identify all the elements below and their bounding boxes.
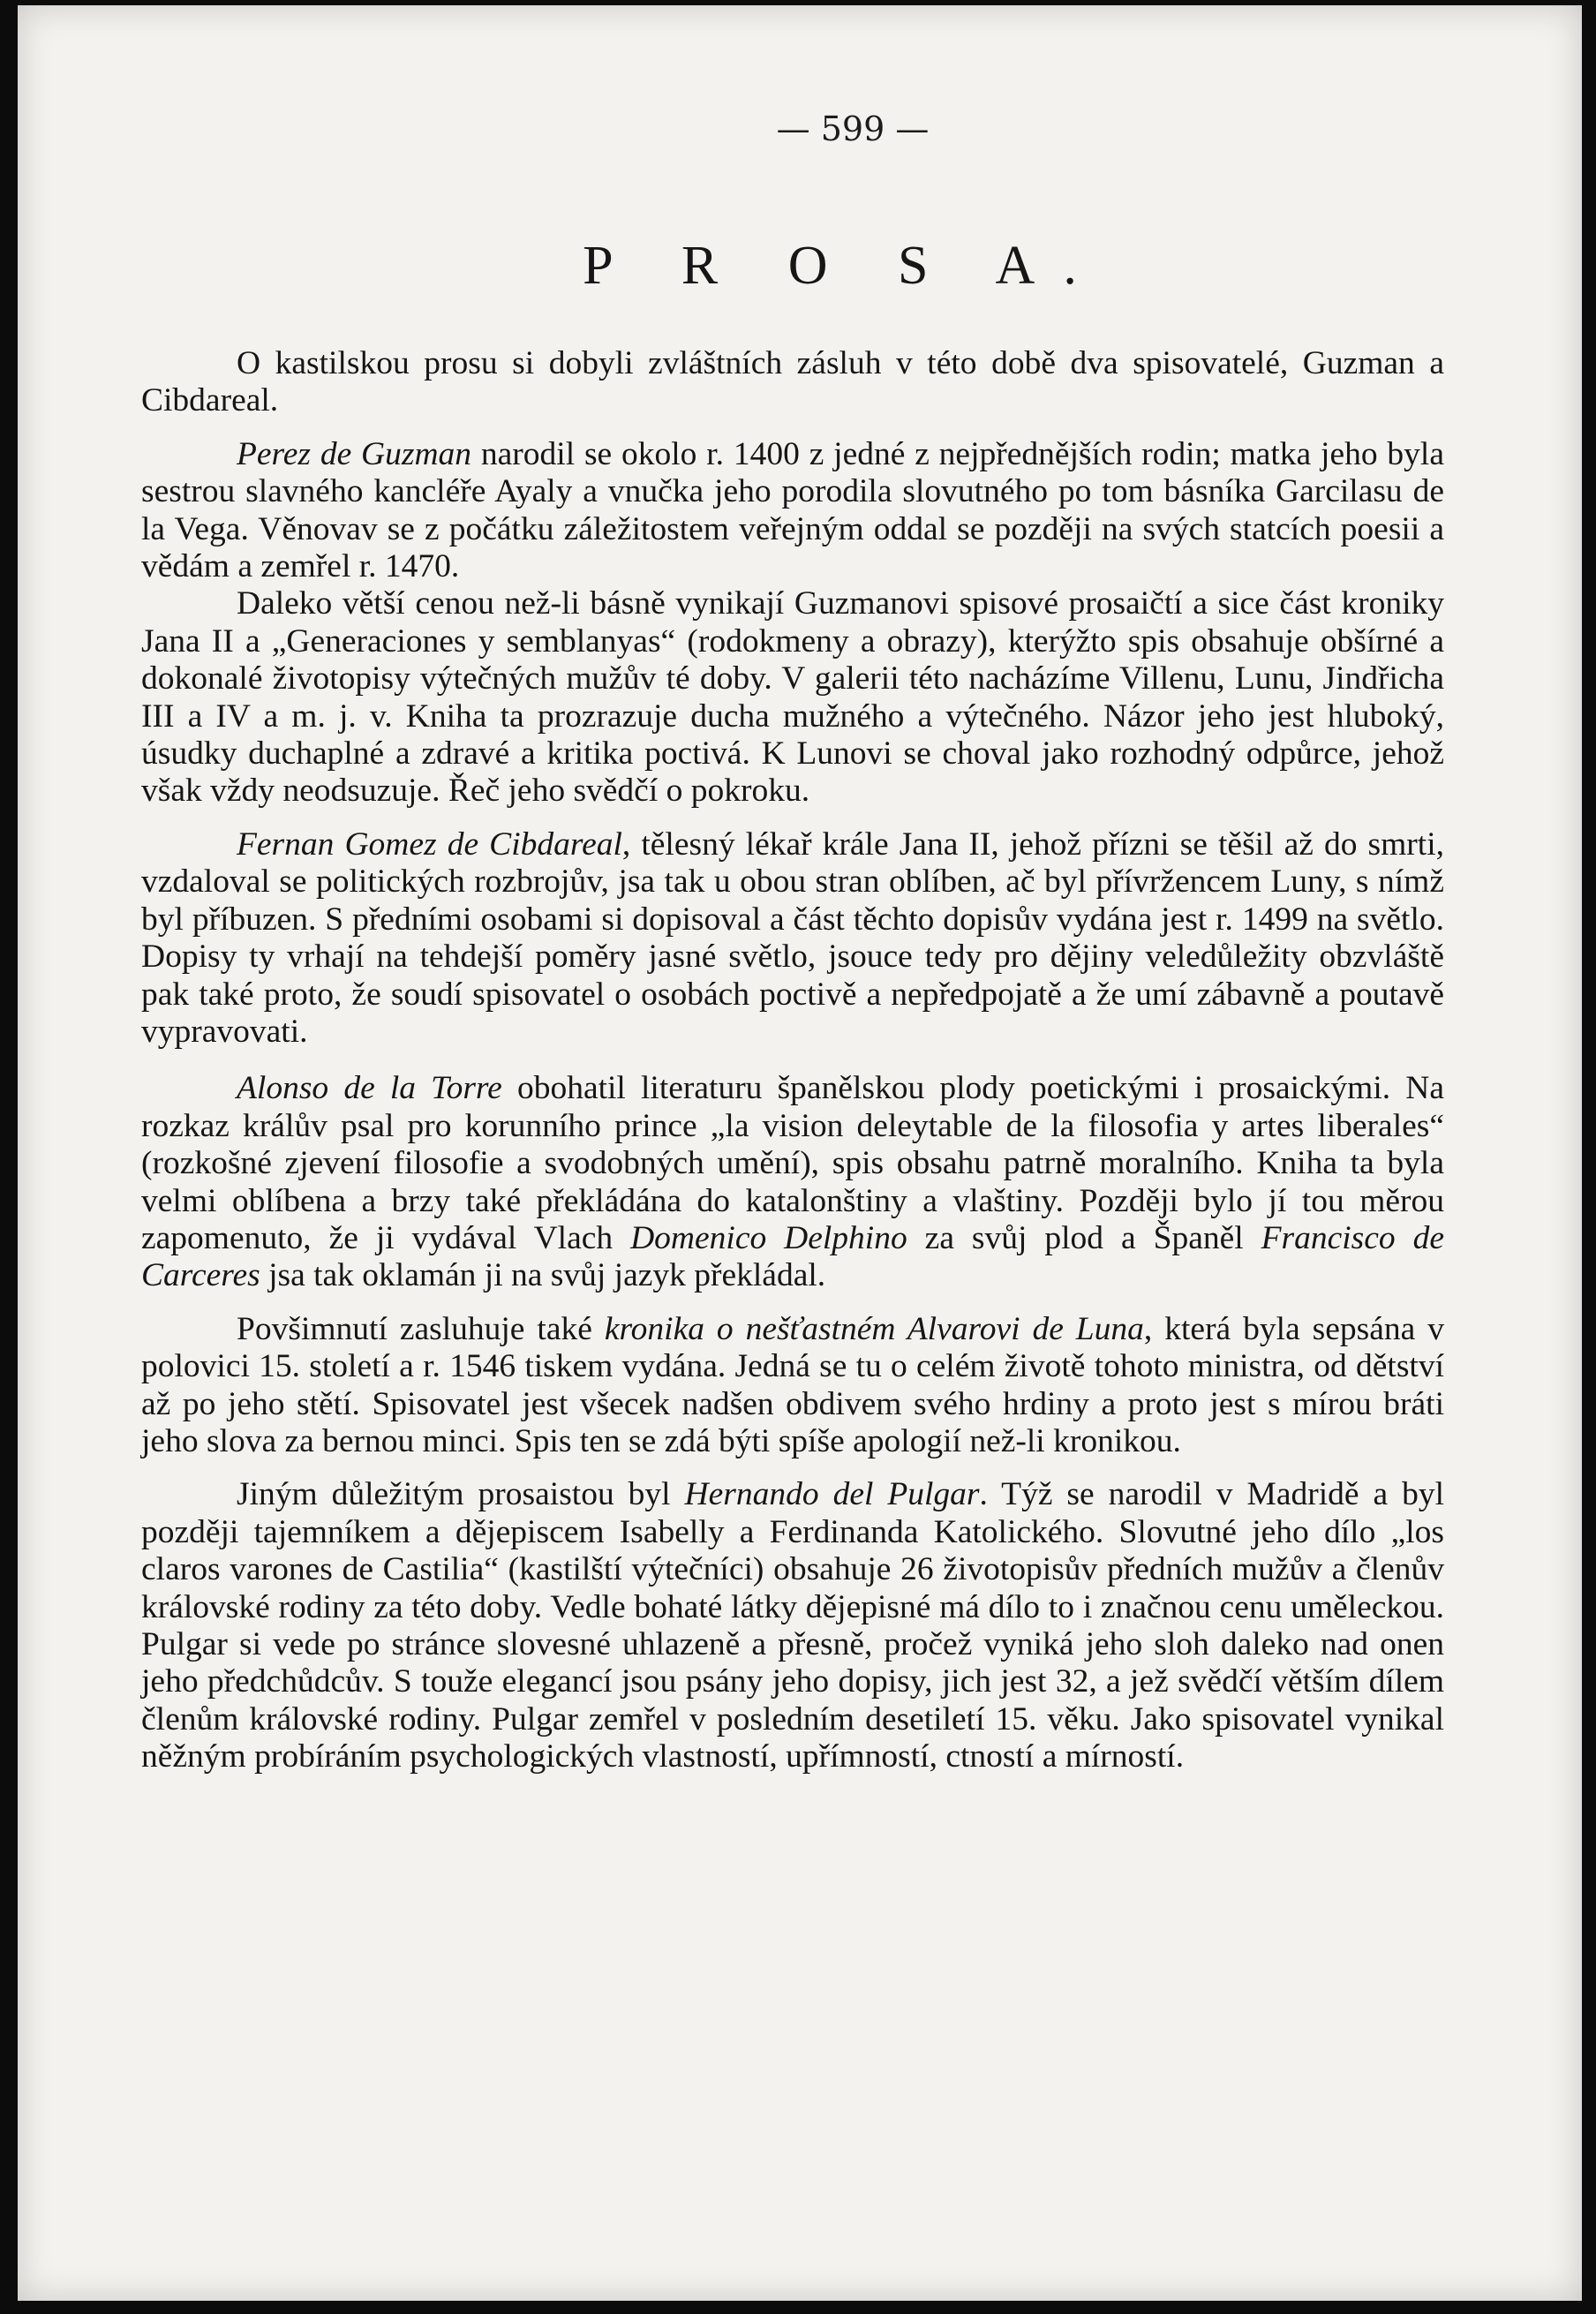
paragraph-torre	[141, 1070, 1444, 1294]
paragraph-text: . Týž se narodil v Madridě a byl později tajemníkem a dějepiscem Isabelly a Ferdinanda Katolického. Slovutné jeho dílo „los claros varones de Castilia“ (kastilští výtečníci) obsahuje 26 životopisův předních mužův a členův královské rodiny za této doby. Vedle bohaté látky dějepisné má dílo to i značnou cenu uměleckou. Pulgar si vede po stránce slovesné uhlazeně a přesně, pročež vyniká jeho sloh daleko nad onen jeho předchůdcův. S touže elegancí jsou psány jeho dopisy, jich jest 32, a jež svědčí větším dílem členům královské rodiny. Pulgar zemřel v posledním desetiletí 15. věku. Jako spisovatel vynikal něžným probíráním psychologických vlastností, upřímností, ctností a mírností.	[141, 1476, 1444, 1775]
paragraph-guzman-2	[141, 585, 1444, 810]
paragraph-text: obohatil literaturu španělskou plody poetickými i prosaickými. Na rozkaz králův psal pro korunního prince „la vision deleytable de la filosofia y artes liberales“ (rozkošné zjevení filosofie a svodobných umění), spis obsahu patrně moralního. Kniha ta byla velmi oblíbena a brzy také překládána do katalonštiny a vlaštiny. Později bylo jí tou měrou zapomenuto, že ji vydával Vlach	[141, 1070, 1445, 1256]
page-number: — 599 —	[776, 109, 930, 148]
author-name-torre: Alonso de la Torre	[237, 1070, 502, 1107]
paragraph-intro	[141, 345, 1444, 420]
paragraph-text: Jiným důležitým prosaistou byl	[237, 1476, 685, 1513]
author-name-delphino: Domenico Delphino	[630, 1219, 907, 1256]
paragraph-kronika	[141, 1311, 1444, 1461]
paragraph-text: , která byla sepsána v polovici 15. století a r. 1546 tiskem vydána. Jedná se tu o celém životě tohoto ministra, od dětství až po jeho stětí. Spisovatel jest všecek nadšen obdivem svého hrdiny a proto jest s mírou bráti jeho slova za bernou minci. Spis ten se zdá býti spíše apologií než-li kronikou.	[141, 1310, 1444, 1459]
paragraph-guzman-1	[141, 436, 1444, 586]
chapter-title: P R O S A.	[583, 236, 1105, 296]
paragraph-text: Povšimnutí zasluhuje také	[237, 1310, 605, 1347]
author-name-guzman: Perez de Guzman	[237, 435, 472, 472]
paragraph-text: za svůj plod a Španěl	[907, 1219, 1261, 1256]
paragraph-text: Daleko větší cenou než-li básně vynikají Guzmanovi spisové prosaičtí a sice část kroniky Jana II a „Generaciones y semblanyas“ (rodokmeny a obrazy), kterýžto spis obsahuje obšírné a dokonalé životopisy výtečných mužův té doby. V galerii této nacházíme Villenu, Lunu, Jindřicha III a IV a m. j. v. Kniha ta prozrazuje ducha mužného a výtečného. Názor jeho jest hluboký, úsudky duchaplné a zdravé a kritika poctivá. K Lunovi se choval jako rozhodný odpůrce, jehož však vždy neodsuzuje. Řeč jeho svědčí o pokroku.	[141, 585, 1444, 810]
author-name-cibdareal: Fernan Gomez de Cibdareal	[237, 825, 622, 863]
paragraph-text: jsa tak oklamán ji na svůj jazyk překládal.	[260, 1257, 826, 1294]
work-title-kronika: kronika o nešťastném Alvarovi de Luna	[604, 1310, 1144, 1347]
paragraph-cibdareal	[141, 826, 1444, 1051]
paragraph-text: O kastilskou prosu si dobyli zvláštních zásluh v této době dva spisovatelé, Guzman a Cibdareal.	[141, 345, 1444, 419]
paragraph-pulgar	[141, 1476, 1444, 1775]
author-name-carceres: Francisco de Carceres	[141, 1219, 1445, 1294]
paragraph-text: narodil se okolo r. 1400 z jedné z nejpřednějších rodin; matka jeho byla sestrou slavného kancléře Ayaly a vnučka jeho porodila slovutného po tom básníka Garcilasu de la Vega. Věnovav se z počátku záležitostem veřejným oddal se později na svých statcích poesii a vědám a zemřel r. 1470.	[141, 435, 1444, 585]
paragraph-text: , tělesný lékař krále Jana II, jehož přízni se těšil až do smrti, vzdaloval se politických rozbrojův, jsa tak u obou stran oblíben, ač byl přívržencem Luny, s nímž byl příbuzen. S předními osobami si dopisoval a část těchto dopisův vydána jest r. 1499 na světlo. Dopisy ty vrhají na tehdejší poměry jasné světlo, jsouce tedy pro dějiny veledůležity obzvláště pak také proto, že soudí spisovatel o osobách poctivě a nepředpojatě a že umí zábavně a poutavě vypravovati.	[141, 825, 1444, 1050]
body-text	[141, 345, 1444, 1776]
author-name-pulgar: Hernando del Pulgar	[684, 1476, 980, 1513]
book-page	[18, 5, 1582, 2301]
